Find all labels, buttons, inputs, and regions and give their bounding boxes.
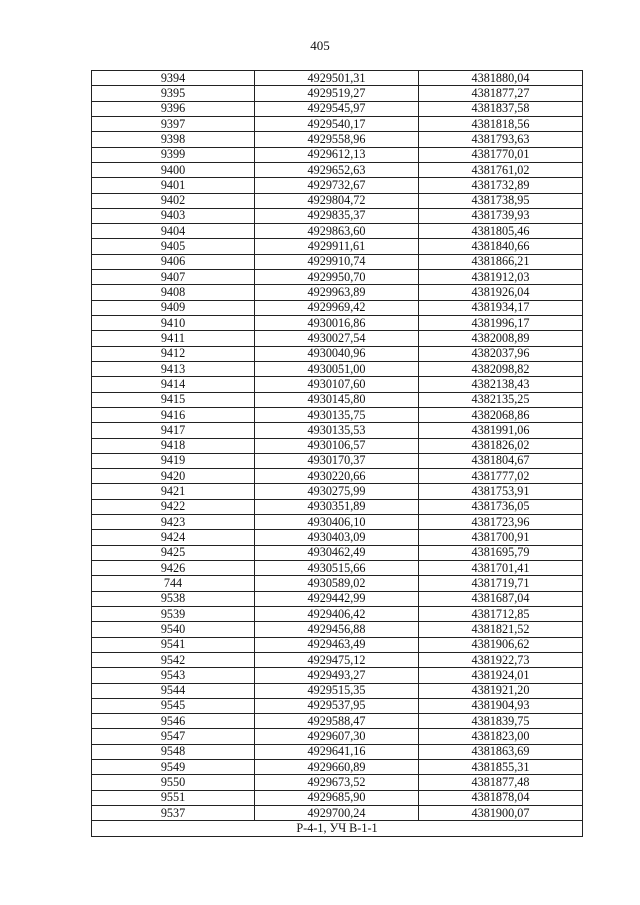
x-coordinate-cell: 4929804,72 [255, 193, 419, 208]
table-row [92, 270, 583, 285]
y-coordinate-cell: 4381738,95 [419, 193, 583, 208]
table-row [92, 576, 583, 591]
x-coordinate-cell: 4929673,52 [255, 775, 419, 790]
table-row [92, 453, 583, 468]
x-coordinate-cell: 4929501,31 [255, 71, 419, 86]
point-number-cell: 9395 [92, 86, 255, 101]
point-number-cell: 9544 [92, 683, 255, 698]
y-coordinate-cell: 4381880,04 [419, 71, 583, 86]
table-row [92, 545, 583, 560]
x-coordinate-cell: 4929406,42 [255, 606, 419, 621]
y-coordinate-cell: 4381793,63 [419, 132, 583, 147]
x-coordinate-cell: 4929963,89 [255, 285, 419, 300]
point-number-cell: 9550 [92, 775, 255, 790]
y-coordinate-cell: 4381753,91 [419, 484, 583, 499]
x-coordinate-cell: 4930275,99 [255, 484, 419, 499]
table-row [92, 162, 583, 177]
table-row [92, 499, 583, 514]
table-row [92, 637, 583, 652]
point-number-cell: 9399 [92, 147, 255, 162]
point-number-cell: 9414 [92, 377, 255, 392]
x-coordinate-cell: 4930135,75 [255, 407, 419, 422]
table-row [92, 178, 583, 193]
table-row [92, 760, 583, 775]
table-row [92, 346, 583, 361]
y-coordinate-cell: 4381926,04 [419, 285, 583, 300]
table-row [92, 729, 583, 744]
x-coordinate-cell: 4929863,60 [255, 224, 419, 239]
x-coordinate-cell: 4930145,80 [255, 392, 419, 407]
x-coordinate-cell: 4929493,27 [255, 668, 419, 683]
table-row [92, 744, 583, 759]
x-coordinate-cell: 4930106,57 [255, 438, 419, 453]
x-coordinate-cell: 4929607,30 [255, 729, 419, 744]
x-coordinate-cell: 4929685,90 [255, 790, 419, 805]
point-number-cell: 9424 [92, 530, 255, 545]
y-coordinate-cell: 4381719,71 [419, 576, 583, 591]
x-coordinate-cell: 4929910,74 [255, 254, 419, 269]
point-number-cell: 9551 [92, 790, 255, 805]
point-number-cell: 9537 [92, 806, 255, 821]
x-coordinate-cell: 4930351,89 [255, 499, 419, 514]
y-coordinate-cell: 4382098,82 [419, 361, 583, 376]
table-row [92, 407, 583, 422]
x-coordinate-cell: 4930515,66 [255, 561, 419, 576]
table-row [92, 86, 583, 101]
x-coordinate-cell: 4930170,37 [255, 453, 419, 468]
table-row [92, 591, 583, 606]
point-number-cell: 9398 [92, 132, 255, 147]
coordinates-table [91, 70, 583, 837]
x-coordinate-cell: 4930040,96 [255, 346, 419, 361]
y-coordinate-cell: 4381996,17 [419, 316, 583, 331]
table-row [92, 254, 583, 269]
y-coordinate-cell: 4381736,05 [419, 499, 583, 514]
x-coordinate-cell: 4930406,10 [255, 515, 419, 530]
point-number-cell: 9419 [92, 453, 255, 468]
x-coordinate-cell: 4929588,47 [255, 714, 419, 729]
table-row [92, 331, 583, 346]
point-number-cell: 9418 [92, 438, 255, 453]
point-number-cell: 9543 [92, 668, 255, 683]
y-coordinate-cell: 4381701,41 [419, 561, 583, 576]
y-coordinate-cell: 4381805,46 [419, 224, 583, 239]
point-number-cell: 9409 [92, 300, 255, 315]
y-coordinate-cell: 4381912,03 [419, 270, 583, 285]
table-row [92, 423, 583, 438]
point-number-cell: 744 [92, 576, 255, 591]
point-number-cell: 9538 [92, 591, 255, 606]
y-coordinate-cell: 4381863,69 [419, 744, 583, 759]
y-coordinate-cell: 4381770,01 [419, 147, 583, 162]
y-coordinate-cell: 4381934,17 [419, 300, 583, 315]
table-row [92, 116, 583, 131]
x-coordinate-cell: 4929537,95 [255, 698, 419, 713]
table-row [92, 361, 583, 376]
point-number-cell: 9412 [92, 346, 255, 361]
point-number-cell: 9547 [92, 729, 255, 744]
x-coordinate-cell: 4930027,54 [255, 331, 419, 346]
y-coordinate-cell: 4381991,06 [419, 423, 583, 438]
y-coordinate-cell: 4382037,96 [419, 346, 583, 361]
y-coordinate-cell: 4381877,48 [419, 775, 583, 790]
table-row [92, 668, 583, 683]
y-coordinate-cell: 4381739,93 [419, 208, 583, 223]
x-coordinate-cell: 4929950,70 [255, 270, 419, 285]
x-coordinate-cell: 4930051,00 [255, 361, 419, 376]
point-number-cell: 9413 [92, 361, 255, 376]
x-coordinate-cell: 4930589,02 [255, 576, 419, 591]
table-row [92, 714, 583, 729]
table-row [92, 622, 583, 637]
point-number-cell: 9410 [92, 316, 255, 331]
point-number-cell: 9545 [92, 698, 255, 713]
table-row [92, 484, 583, 499]
point-number-cell: 9426 [92, 561, 255, 576]
point-number-cell: 9422 [92, 499, 255, 514]
table-row [92, 606, 583, 621]
x-coordinate-cell: 4929835,37 [255, 208, 419, 223]
y-coordinate-cell: 4381712,85 [419, 606, 583, 621]
point-number-cell: 9397 [92, 116, 255, 131]
y-coordinate-cell: 4381804,67 [419, 453, 583, 468]
point-number-cell: 9400 [92, 162, 255, 177]
y-coordinate-cell: 4381924,01 [419, 668, 583, 683]
point-number-cell: 9549 [92, 760, 255, 775]
x-coordinate-cell: 4929652,63 [255, 162, 419, 177]
coordinates-table-body [92, 71, 583, 837]
point-number-cell: 9396 [92, 101, 255, 116]
point-number-cell: 9416 [92, 407, 255, 422]
point-number-cell: 9411 [92, 331, 255, 346]
table-row [92, 193, 583, 208]
y-coordinate-cell: 4381840,66 [419, 239, 583, 254]
table-row [92, 775, 583, 790]
y-coordinate-cell: 4381900,07 [419, 806, 583, 821]
point-number-cell: 9423 [92, 515, 255, 530]
table-row [92, 652, 583, 667]
point-number-cell: 9408 [92, 285, 255, 300]
x-coordinate-cell: 4929545,97 [255, 101, 419, 116]
point-number-cell: 9417 [92, 423, 255, 438]
x-coordinate-cell: 4929660,89 [255, 760, 419, 775]
table-row [92, 285, 583, 300]
point-number-cell: 9541 [92, 637, 255, 652]
x-coordinate-cell: 4929519,27 [255, 86, 419, 101]
y-coordinate-cell: 4381777,02 [419, 469, 583, 484]
x-coordinate-cell: 4929463,49 [255, 637, 419, 652]
point-number-cell: 9420 [92, 469, 255, 484]
table-row [92, 300, 583, 315]
table-row [92, 208, 583, 223]
table-row [92, 316, 583, 331]
y-coordinate-cell: 4381837,58 [419, 101, 583, 116]
point-number-cell: 9540 [92, 622, 255, 637]
x-coordinate-cell: 4929612,13 [255, 147, 419, 162]
y-coordinate-cell: 4381695,79 [419, 545, 583, 560]
table-row [92, 530, 583, 545]
table-row [92, 377, 583, 392]
table-footer-row [92, 821, 583, 836]
x-coordinate-cell: 4929558,96 [255, 132, 419, 147]
point-number-cell: 9548 [92, 744, 255, 759]
y-coordinate-cell: 4381922,73 [419, 652, 583, 667]
x-coordinate-cell: 4929732,67 [255, 178, 419, 193]
table-row [92, 790, 583, 805]
y-coordinate-cell: 4381700,91 [419, 530, 583, 545]
y-coordinate-cell: 4381687,04 [419, 591, 583, 606]
y-coordinate-cell: 4381904,93 [419, 698, 583, 713]
y-coordinate-cell: 4381826,02 [419, 438, 583, 453]
y-coordinate-cell: 4381723,96 [419, 515, 583, 530]
table-row [92, 224, 583, 239]
table-row [92, 132, 583, 147]
y-coordinate-cell: 4382068,86 [419, 407, 583, 422]
x-coordinate-cell: 4929540,17 [255, 116, 419, 131]
x-coordinate-cell: 4929442,99 [255, 591, 419, 606]
table-row [92, 469, 583, 484]
point-number-cell: 9404 [92, 224, 255, 239]
x-coordinate-cell: 4929969,42 [255, 300, 419, 315]
table-row [92, 239, 583, 254]
point-number-cell: 9425 [92, 545, 255, 560]
table-row [92, 683, 583, 698]
x-coordinate-cell: 4929456,88 [255, 622, 419, 637]
point-number-cell: 9403 [92, 208, 255, 223]
x-coordinate-cell: 4930016,86 [255, 316, 419, 331]
y-coordinate-cell: 4381921,20 [419, 683, 583, 698]
y-coordinate-cell: 4381839,75 [419, 714, 583, 729]
x-coordinate-cell: 4929700,24 [255, 806, 419, 821]
point-number-cell: 9539 [92, 606, 255, 621]
y-coordinate-cell: 4382008,89 [419, 331, 583, 346]
y-coordinate-cell: 4381906,62 [419, 637, 583, 652]
table-row [92, 101, 583, 116]
y-coordinate-cell: 4381732,89 [419, 178, 583, 193]
table-row [92, 561, 583, 576]
point-number-cell: 9405 [92, 239, 255, 254]
y-coordinate-cell: 4381877,27 [419, 86, 583, 101]
x-coordinate-cell: 4929911,61 [255, 239, 419, 254]
point-number-cell: 9394 [92, 71, 255, 86]
x-coordinate-cell: 4929515,35 [255, 683, 419, 698]
point-number-cell: 9407 [92, 270, 255, 285]
table-row [92, 392, 583, 407]
point-number-cell: 9542 [92, 652, 255, 667]
table-row [92, 806, 583, 821]
y-coordinate-cell: 4382138,43 [419, 377, 583, 392]
x-coordinate-cell: 4929475,12 [255, 652, 419, 667]
y-coordinate-cell: 4381855,31 [419, 760, 583, 775]
y-coordinate-cell: 4382135,25 [419, 392, 583, 407]
y-coordinate-cell: 4381761,02 [419, 162, 583, 177]
point-number-cell: 9546 [92, 714, 255, 729]
point-number-cell: 9402 [92, 193, 255, 208]
point-number-cell: 9421 [92, 484, 255, 499]
table-row [92, 698, 583, 713]
page-number: 405 [310, 38, 330, 53]
table-row [92, 515, 583, 530]
point-number-cell: 9406 [92, 254, 255, 269]
y-coordinate-cell: 4381821,52 [419, 622, 583, 637]
x-coordinate-cell: 4930220,66 [255, 469, 419, 484]
x-coordinate-cell: 4930135,53 [255, 423, 419, 438]
x-coordinate-cell: 4930462,49 [255, 545, 419, 560]
point-number-cell: 9401 [92, 178, 255, 193]
y-coordinate-cell: 4381823,00 [419, 729, 583, 744]
x-coordinate-cell: 4929641,16 [255, 744, 419, 759]
section-label: Р-4-1, УЧ В-1-1 [92, 821, 583, 836]
x-coordinate-cell: 4930107,60 [255, 377, 419, 392]
table-row [92, 71, 583, 86]
y-coordinate-cell: 4381878,04 [419, 790, 583, 805]
point-number-cell: 9415 [92, 392, 255, 407]
table-row [92, 147, 583, 162]
y-coordinate-cell: 4381866,21 [419, 254, 583, 269]
table-row [92, 438, 583, 453]
x-coordinate-cell: 4930403,09 [255, 530, 419, 545]
y-coordinate-cell: 4381818,56 [419, 116, 583, 131]
